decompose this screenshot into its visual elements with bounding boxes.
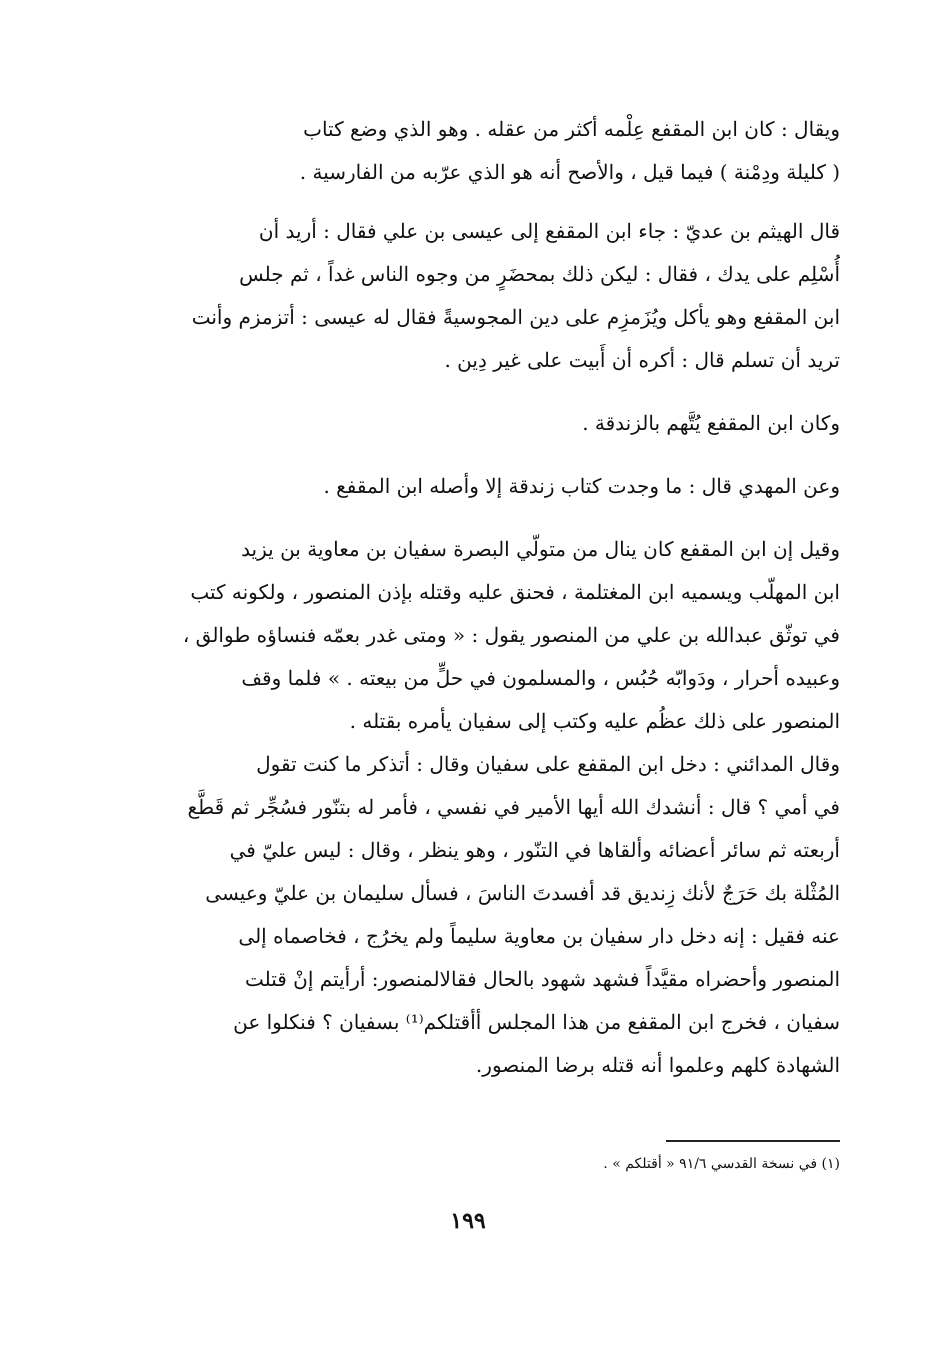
paragraph-6 [120, 743, 840, 1087]
text-line: الشهادة كلهم وعلموا أنه قتله برضا المنصور. [475, 1053, 840, 1077]
text-line: المُثْلة بك حَرَجٌ لأنك زِنديق قد أفسدتَ الناسَ ، فسأل سليمان بن عليّ وعيسى [205, 881, 840, 905]
text-line: وعبيده أحرار ، ودَوابّه حُبُس ، والمسلمون في حلٍّ من بيعته . » فلما وقف [241, 666, 840, 690]
text-line: المنصور على ذلك عظُم عليه وكتب إلى سفيان يأمره بقتله . [349, 709, 840, 733]
page-number: ١٩٩ [450, 1208, 486, 1234]
text-line: سفيان ، فخرج ابن المقفع من هذا المجلس أأقتلكم⁽¹⁾ بسفيان ؟ فنكلوا عن [233, 1010, 840, 1034]
text-line: أُسْلِم على يدك ، فقال : ليكن ذلك بمحضَرٍ من وجوه الناس غداً ، ثم جلس [239, 262, 840, 286]
text-line: ( كليلة ودِمْنة ) فيما قيل ، والأصح أنه هو الذي عرّبه من الفارسية . [299, 160, 840, 184]
text-line: قال الهيثم بن عديّ : جاء ابن المقفع إلى عيسى بن علي فقال : أريد أن [258, 219, 840, 243]
paragraph-5 [120, 528, 840, 743]
text-line: ابن المقفع وهو يأكل ويُزَمزِم على دين المجوسيةً فقال له عيسى : أتزمزم وأنت [191, 305, 840, 329]
text-line: في توثّق عبدالله بن علي من المنصور يقول : « ومتى غدر بعمّه فنساؤه طوالق ، [182, 623, 840, 647]
text-line: وكان ابن المقفع يُتَّهم بالزندقة . [582, 411, 840, 435]
footnote-divider [666, 1140, 840, 1142]
paragraph-3 [120, 402, 840, 445]
text-line: وقيل إن ابن المقفع كان ينال من متولّي البصرة سفيان بن معاوية بن يزيد [241, 537, 840, 561]
text-line: في أمي ؟ قال : أنشدك الله أيها الأمير في نفسي ، فأمر له بتنّور فسُجِّر ثم قَطَّع [187, 795, 840, 819]
paragraph-2 [120, 210, 840, 382]
text-line: وعن المهدي قال : ما وجدت كتاب زندقة إلا وأصله ابن المقفع . [323, 474, 840, 498]
paragraph-1 [120, 108, 840, 194]
text-line: ويقال : كان ابن المقفع عِلْمه أكثر من عقله . وهو الذي وضع كتاب [303, 117, 840, 141]
footnote: (١) في نسخة القدسي ٩١/٦ « أقتلكم » . [603, 1156, 840, 1172]
text-line: تريد أن تسلم قال : أكره أن أَبيت على غير دِين . [444, 348, 840, 372]
page-body [120, 108, 840, 1087]
text-line: عنه فقيل : إنه دخل دار سفيان بن معاوية سليماً ولم يخرُج ، فخاصماه إلى [238, 924, 840, 948]
text-line: أربعته ثم سائر أعضائه وألقاها في التنّور ، وهو ينظر ، وقال : ليس عليّ في [229, 838, 840, 862]
text-line: المنصور وأحضراه مقيَّداً فشهد شهود بالحال فقالالمنصور: أرأيتم إنْ قتلت [244, 967, 840, 991]
text-line: وقال المدائني : دخل ابن المقفع على سفيان وقال : أتذكر ما كنت تقول [256, 752, 840, 776]
text-line: ابن المهلّب ويسميه ابن المغتلمة ، فحنق عليه وقتله بإذن المنصور ، ولكونه كتب [190, 580, 840, 604]
paragraph-4 [120, 465, 840, 508]
